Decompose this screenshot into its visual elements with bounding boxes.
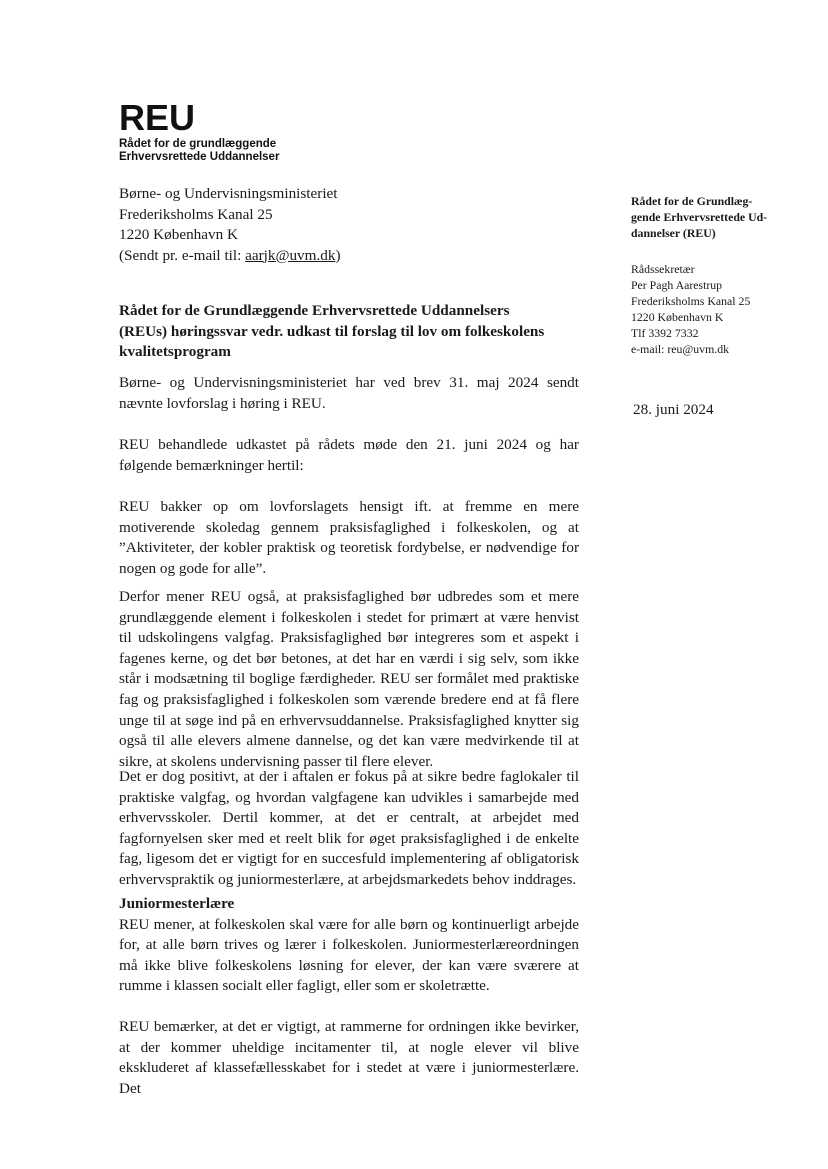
paragraph-4: Derfor mener REU også, at praksisfaglighed bør udbredes som et mere grundlæggende element i folkeskolen i stedet for primært at være henvist til udskolingens valgfag. Praksisfaglighed bør integreres som et aspekt i fagenes kerne, og det bør betones, at det har en værdi i sig selv, som ikke står i modsætning til boglige færdigheder. REU ser formålet med praktiske fag og praksisfaglighed i folkeskolen som værende bredere end at få flere unge til at søge ind på en erhvervsuddannelse. Praksisfaglighed knytter sig også til alle elevers almene dannelse, og det kan være medvirkende til at sikre, at skolens undervisning passer til flere elever. bbox=[119, 588, 579, 770]
section-heading: Juniormesterlære bbox=[119, 895, 235, 912]
recipient-line3: 1220 København K bbox=[119, 226, 238, 243]
paragraph-3: REU bakker op om lovforslagets hensigt ift. at fremme en mere motiverende skoledag gennem praksisfaglighed i folkeskolen, og at ”Aktiviteter, der kobler praktisk og teoretisk fordybelse, er nødvendige for nogen og gode for alle”. bbox=[119, 498, 579, 577]
sidebar-address: Frederiksholms Kanal 25 bbox=[631, 294, 751, 308]
logo-subtitle-line2: Erhvervsrettede Uddannelser bbox=[119, 151, 280, 163]
sidebar-org-line2: gende Erhvervsrettede Ud- bbox=[631, 210, 768, 224]
sidebar-email: e-mail: reu@uvm.dk bbox=[631, 342, 730, 356]
title-line1: Rådet for de Grundlæggende Erhvervsrettede Uddannelsers bbox=[119, 302, 510, 319]
sender-sidebar bbox=[631, 193, 811, 357]
sidebar-role: Rådssekretær bbox=[631, 262, 695, 276]
paragraph-2: REU behandlede udkastet på rådets møde den 21. juni 2024 og har følgende bemærkninger hertil: bbox=[119, 436, 579, 474]
sidebar-org-line1: Rådet for de Grundlæg- bbox=[631, 194, 753, 208]
recipient-line1: Børne- og Undervisningsministeriet bbox=[119, 185, 338, 202]
sidebar-city: 1220 København K bbox=[631, 310, 724, 324]
letter-title bbox=[119, 301, 579, 363]
sidebar-name: Per Pagh Aarestrup bbox=[631, 278, 723, 292]
recipient-line2: Frederiksholms Kanal 25 bbox=[119, 205, 273, 223]
recipient-sent-line bbox=[119, 246, 341, 267]
reu-logo bbox=[119, 97, 280, 164]
sidebar-phone: Tlf 3392 7332 bbox=[631, 326, 699, 340]
paragraph-7: REU bemærker, at det er vigtigt, at rammerne for ordningen ikke bevirker, at der kommer uheldige incitamenter til, at nogle elever vil blive ekskluderet af klassefællesskabet for i stedet at være i juniormesterlære. Det bbox=[119, 1018, 579, 1097]
logo-mark: REU bbox=[119, 97, 196, 138]
paragraph-6: REU mener, at folkeskolen skal være for alle børn og kontinuerligt arbejde for, at alle børn trives og lærer i folkeskolen. Juniormesterlæreordningen må ikke blive folkeskolens løsning for elever, der kan være sværere at rumme i klassen socialt eller fagligt, eller som er skoletrætte. bbox=[119, 915, 579, 995]
sidebar-org-line3: dannelser (REU) bbox=[631, 226, 716, 240]
paragraph-1: Børne- og Undervisningsministeriet har ved brev 31. maj 2024 sendt nævnte lovforslag i høring i REU. bbox=[119, 374, 579, 412]
letter-date: 28. juni 2024 bbox=[633, 401, 714, 418]
logo-subtitle-line1: Rådet for de grundlæggende bbox=[119, 138, 277, 150]
recipient-email-link[interactable]: aarjk@uvm.dk bbox=[245, 246, 336, 264]
sent-prefix: (Sendt pr. e-mail til: bbox=[119, 246, 246, 264]
recipient-address bbox=[119, 184, 341, 266]
title-line3: kvalitetsprogram bbox=[119, 343, 231, 360]
title-line2: (REUs) høringssvar vedr. udkast til forslag til lov om folkeskolens bbox=[119, 322, 545, 340]
paragraph-5: Det er dog positivt, at der i aftalen er fokus på at sikre bedre faglokaler til praktiske valgfag, og hvordan valgfagene kan udvikles i samarbejde med erhvervsskoler. Dertil kommer, at det er centralt, at arbejdet med fagfornyelsen sker med et reelt blik for øget praksisfaglighed i de enkelte fag, ligesom det er vigtigt for en succesfuld implementering af obligatorisk erhvervspraktik og juniormesterlære, at arbejdsmarkedets behov inddrages. bbox=[119, 768, 579, 888]
sent-suffix: ) bbox=[335, 246, 341, 264]
section-juniormesterlaere bbox=[119, 894, 579, 997]
